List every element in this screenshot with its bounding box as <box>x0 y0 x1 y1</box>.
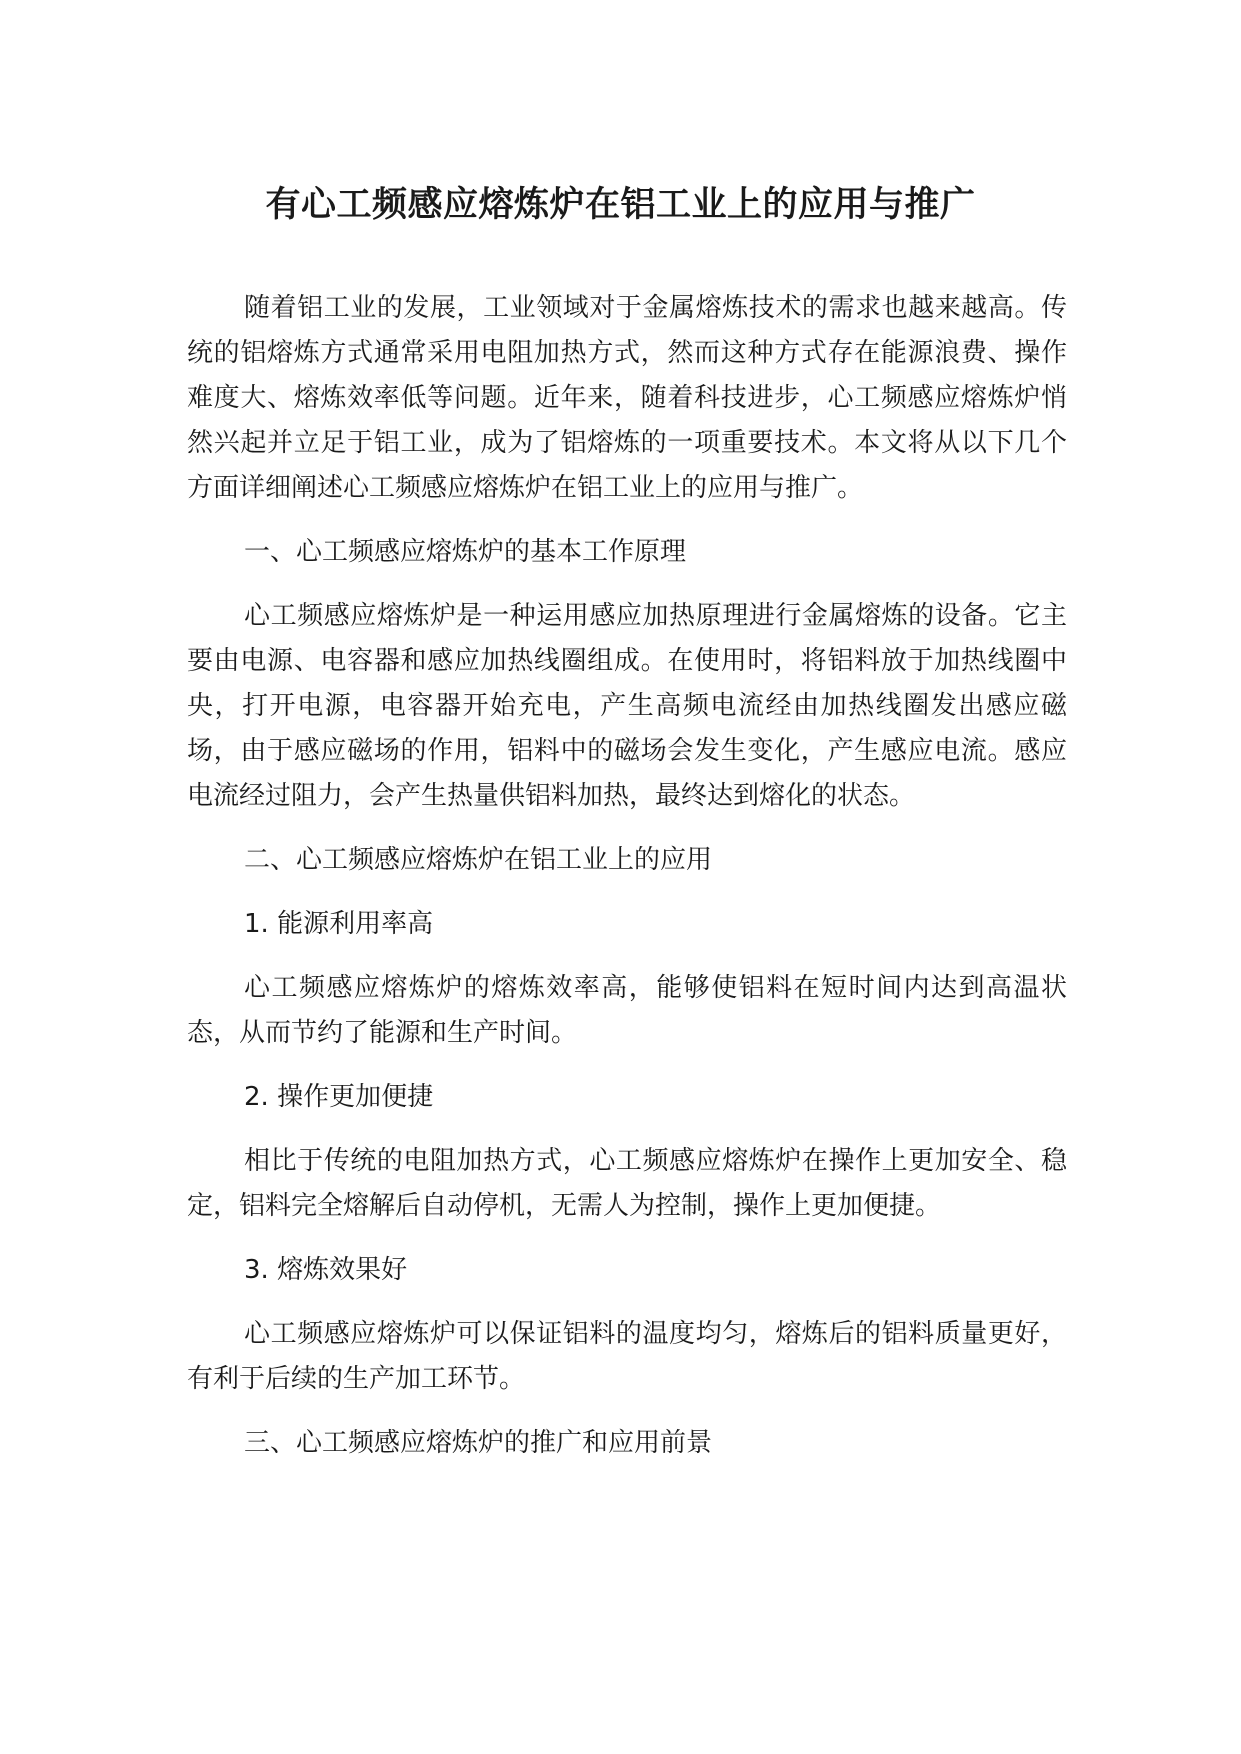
principle-paragraph: 心工频感应熔炼炉是一种运用感应加热原理进行金属熔炼的设备。它主要由电源、电容器和感应加热线圈组成。在使用时，将铝料放于加热线圈中央，打开电源，电容器开始充电，产生高频电流经由加热线圈发出感应磁场，由于感应磁场的作用，铝料中的磁场会发生变化，产生感应电流。感应电流经过阻力，会产生热量供铝料加热，最终达到熔化的状态。 <box>187 601 1067 811</box>
operation-paragraph: 相比于传统的电阻加热方式，心工频感应熔炼炉在操作上更加安全、稳定，铝料完全熔解后自动停机，无需人为控制，操作上更加便捷。 <box>187 1146 1067 1221</box>
energy-paragraph: 心工频感应熔炼炉的熔炼效率高，能够使铝料在短时间内达到高温状态，从而节约了能源和生产时间。 <box>187 973 1067 1048</box>
document-body <box>187 286 1067 1485</box>
intro-paragraph: 随着铝工业的发展，工业领域对于金属熔炼技术的需求也越来越高。传统的铝熔炼方式通常采用电阻加热方式，然而这种方式存在能源浪费、操作难度大、熔炼效率低等问题。近年来，随着科技进步，心工频感应熔炼炉悄然兴起并立足于铝工业，成为了铝熔炼的一项重要技术。本文将从以下几个方面详细阐述心工频感应熔炼炉在铝工业上的应用与推广。 <box>187 293 1067 503</box>
subheading-energy: 1. 能源利用率高 <box>244 909 434 939</box>
document-title: 有心工频感应熔炼炉在铝工业上的应用与推广 <box>265 185 976 225</box>
subheading-effect: 3. 熔炼效果好 <box>244 1255 408 1285</box>
effect-paragraph: 心工频感应熔炼炉可以保证铝料的温度均匀，熔炼后的铝料质量更好，有利于后续的生产加工环节。 <box>187 1319 1067 1394</box>
subheading-operation: 2. 操作更加便捷 <box>244 1082 434 1112</box>
section-heading-2: 二、心工频感应熔炼炉在铝工业上的应用 <box>244 845 713 875</box>
section-heading-3: 三、心工频感应熔炼炉的推广和应用前景 <box>244 1428 713 1458</box>
section-heading-1: 一、心工频感应熔炼炉的基本工作原理 <box>244 537 687 567</box>
